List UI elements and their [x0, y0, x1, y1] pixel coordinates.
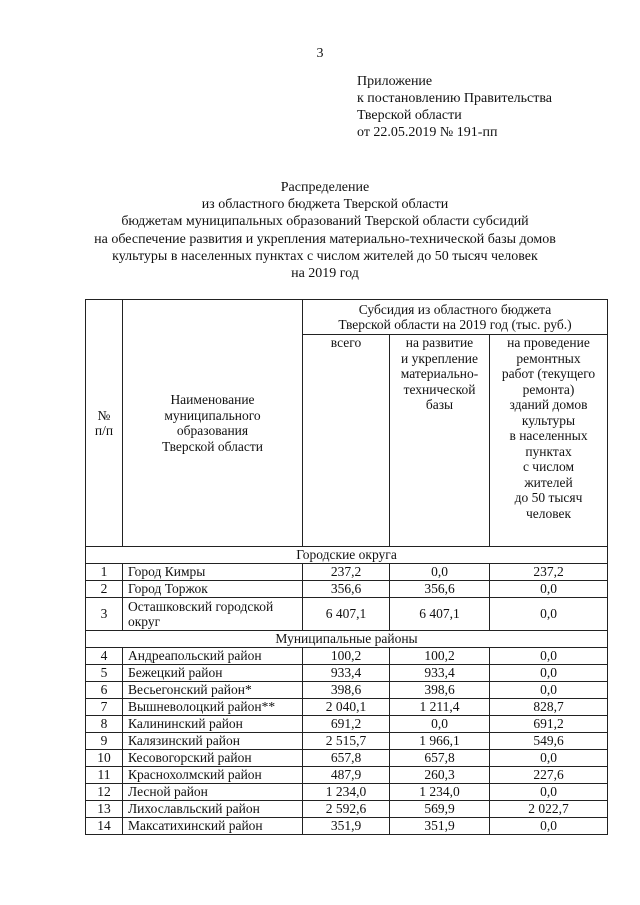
header-text: в населенных	[509, 428, 588, 443]
header-text: образования	[176, 423, 249, 438]
cell-total: 237,2	[303, 564, 390, 581]
cell-name-line: Осташковский городской	[128, 598, 274, 614]
header-text: Тверской области	[162, 438, 263, 454]
cell-repair: 0,0	[490, 648, 608, 665]
cell-name: Максатихинский район	[123, 818, 303, 835]
title-line: Распределение	[280, 180, 370, 195]
title-line: из областного бюджета Тверской области	[201, 197, 449, 213]
header-subsidy	[303, 300, 608, 335]
header-total	[303, 335, 390, 547]
cell-name	[123, 598, 303, 631]
table-row	[86, 564, 608, 581]
table-row	[86, 648, 608, 665]
title-line: бюджетам муниципальных образований Тверской области субсидий	[121, 214, 529, 230]
cell-development: 569,9	[390, 801, 490, 818]
cell-development: 657,8	[390, 750, 490, 767]
cell-number: 13	[86, 801, 123, 818]
header-text: муниципального	[164, 407, 261, 423]
section-row	[86, 631, 608, 648]
table-row	[86, 716, 608, 733]
cell-name: Калининский район	[123, 716, 303, 733]
table-row	[86, 699, 608, 716]
header-text: материально-	[400, 366, 479, 381]
cell-total: 933,4	[303, 665, 390, 682]
cell-repair: 0,0	[490, 665, 608, 682]
cell-repair: 0,0	[490, 682, 608, 699]
cell-number: 12	[86, 784, 123, 801]
header-text: технической	[403, 381, 476, 397]
cell-number: 10	[86, 750, 123, 767]
page-number: 3	[316, 46, 324, 61]
section-row	[86, 547, 608, 564]
cell-name: Кесовогорский район	[123, 750, 303, 767]
header-text: Субсидия из областного бюджета	[358, 301, 552, 317]
cell-development: 6 407,1	[390, 598, 490, 631]
table-row	[86, 801, 608, 818]
header-text: человек	[525, 505, 572, 521]
cell-repair: 549,6	[490, 733, 608, 750]
cell-total: 657,8	[303, 750, 390, 767]
appendix-block	[357, 73, 552, 141]
header-text: и укрепление	[400, 350, 479, 366]
cell-total: 2 515,7	[303, 733, 390, 750]
cell-total: 398,6	[303, 682, 390, 699]
cell-name: Краснохолмский район	[123, 767, 303, 784]
appendix-line: Приложение	[357, 74, 433, 89]
cell-total: 6 407,1	[303, 598, 390, 631]
table-row	[86, 750, 608, 767]
cell-number: 6	[86, 682, 123, 699]
cell-number: 4	[86, 648, 123, 665]
header-number	[86, 300, 123, 547]
cell-name: Лихославльский район	[123, 801, 303, 818]
cell-number: 14	[86, 818, 123, 835]
cell-total: 1 234,0	[303, 784, 390, 801]
table-row	[86, 733, 608, 750]
cell-development: 1 211,4	[390, 699, 490, 716]
cell-total: 351,9	[303, 818, 390, 835]
section-title: Муниципальные районы	[86, 631, 608, 648]
cell-repair: 691,2	[490, 716, 608, 733]
header-repair	[490, 335, 608, 547]
cell-development: 1 966,1	[390, 733, 490, 750]
section-title: Городские округа	[86, 547, 608, 564]
cell-name: Вышневолоцкий район**	[123, 699, 303, 716]
cell-repair: 2 022,7	[490, 801, 608, 818]
cell-name: Весьегонский район*	[123, 682, 303, 699]
cell-name: Калязинский район	[123, 733, 303, 750]
cell-number: 2	[86, 581, 123, 598]
cell-total: 2 040,1	[303, 699, 390, 716]
cell-name-line: округ	[128, 614, 161, 629]
cell-number: 1	[86, 564, 123, 581]
table-row	[86, 665, 608, 682]
cell-development: 933,4	[390, 665, 490, 682]
cell-number: 11	[86, 767, 123, 784]
header-text: жителей	[524, 474, 573, 490]
cell-number: 5	[86, 665, 123, 682]
document-title	[60, 179, 590, 282]
cell-name: Город Кимры	[123, 564, 303, 581]
cell-development: 398,6	[390, 682, 490, 699]
title-line: культуры в населенных пунктах с числом жителей до 50 тысяч человек	[112, 248, 538, 264]
header-name	[123, 300, 303, 547]
table-row	[86, 682, 608, 699]
cell-development: 0,0	[390, 716, 490, 733]
header-text: Наименование	[170, 392, 255, 407]
appendix-line: Тверской области	[357, 108, 462, 123]
cell-total: 356,6	[303, 581, 390, 598]
header-development	[390, 335, 490, 547]
header-text: на проведение	[507, 335, 590, 350]
cell-development: 1 234,0	[390, 784, 490, 801]
cell-repair: 0,0	[490, 818, 608, 835]
header-text: п/п	[94, 423, 114, 438]
cell-repair: 237,2	[490, 564, 608, 581]
header-text: зданий домов	[509, 397, 588, 412]
header-text: №	[97, 407, 111, 423]
cell-number: 7	[86, 699, 123, 716]
header-text: на развитие	[405, 335, 474, 350]
cell-repair: 0,0	[490, 598, 608, 631]
header-text: ремонта)	[522, 381, 575, 397]
header-text: ремонтных	[516, 350, 581, 366]
cell-total: 2 592,6	[303, 801, 390, 818]
cell-repair: 227,6	[490, 767, 608, 784]
table-row	[86, 598, 608, 631]
header-text: пунктах	[525, 443, 572, 459]
header-text: Тверской области на 2019 год (тыс. руб.)	[338, 317, 572, 332]
header-text: всего	[330, 335, 362, 350]
cell-repair: 0,0	[490, 750, 608, 767]
appendix-line: к постановлению Правительства	[357, 91, 553, 106]
table-row	[86, 784, 608, 801]
cell-development: 356,6	[390, 581, 490, 598]
table-header-row	[86, 300, 608, 335]
title-line: на обеспечение развития и укрепления материально-технической базы домов	[94, 231, 556, 247]
header-text: культуры	[521, 412, 576, 428]
cell-number: 8	[86, 716, 123, 733]
cell-number: 3	[86, 598, 123, 631]
cell-repair: 0,0	[490, 581, 608, 598]
table-row	[86, 818, 608, 835]
subsidy-table	[85, 299, 608, 835]
header-text: работ (текущего	[501, 366, 596, 381]
cell-name: Лесной район	[123, 784, 303, 801]
cell-total: 691,2	[303, 716, 390, 733]
header-text: базы	[425, 397, 454, 412]
cell-development: 260,3	[390, 767, 490, 784]
header-text: с числом	[522, 459, 575, 474]
title-line: на 2019 год	[291, 266, 359, 282]
cell-number: 9	[86, 733, 123, 750]
table-row	[86, 581, 608, 598]
cell-total: 487,9	[303, 767, 390, 784]
cell-name: Город Торжок	[123, 581, 303, 598]
cell-development: 100,2	[390, 648, 490, 665]
header-text: до 50 тысяч	[514, 490, 583, 505]
cell-repair: 828,7	[490, 699, 608, 716]
cell-total: 100,2	[303, 648, 390, 665]
cell-name: Андреапольский район	[123, 648, 303, 665]
appendix-line: от 22.05.2019 № 191-пп	[357, 125, 498, 140]
cell-name: Бежецкий район	[123, 665, 303, 682]
cell-development: 0,0	[390, 564, 490, 581]
cell-repair: 0,0	[490, 784, 608, 801]
table-row	[86, 767, 608, 784]
cell-development: 351,9	[390, 818, 490, 835]
